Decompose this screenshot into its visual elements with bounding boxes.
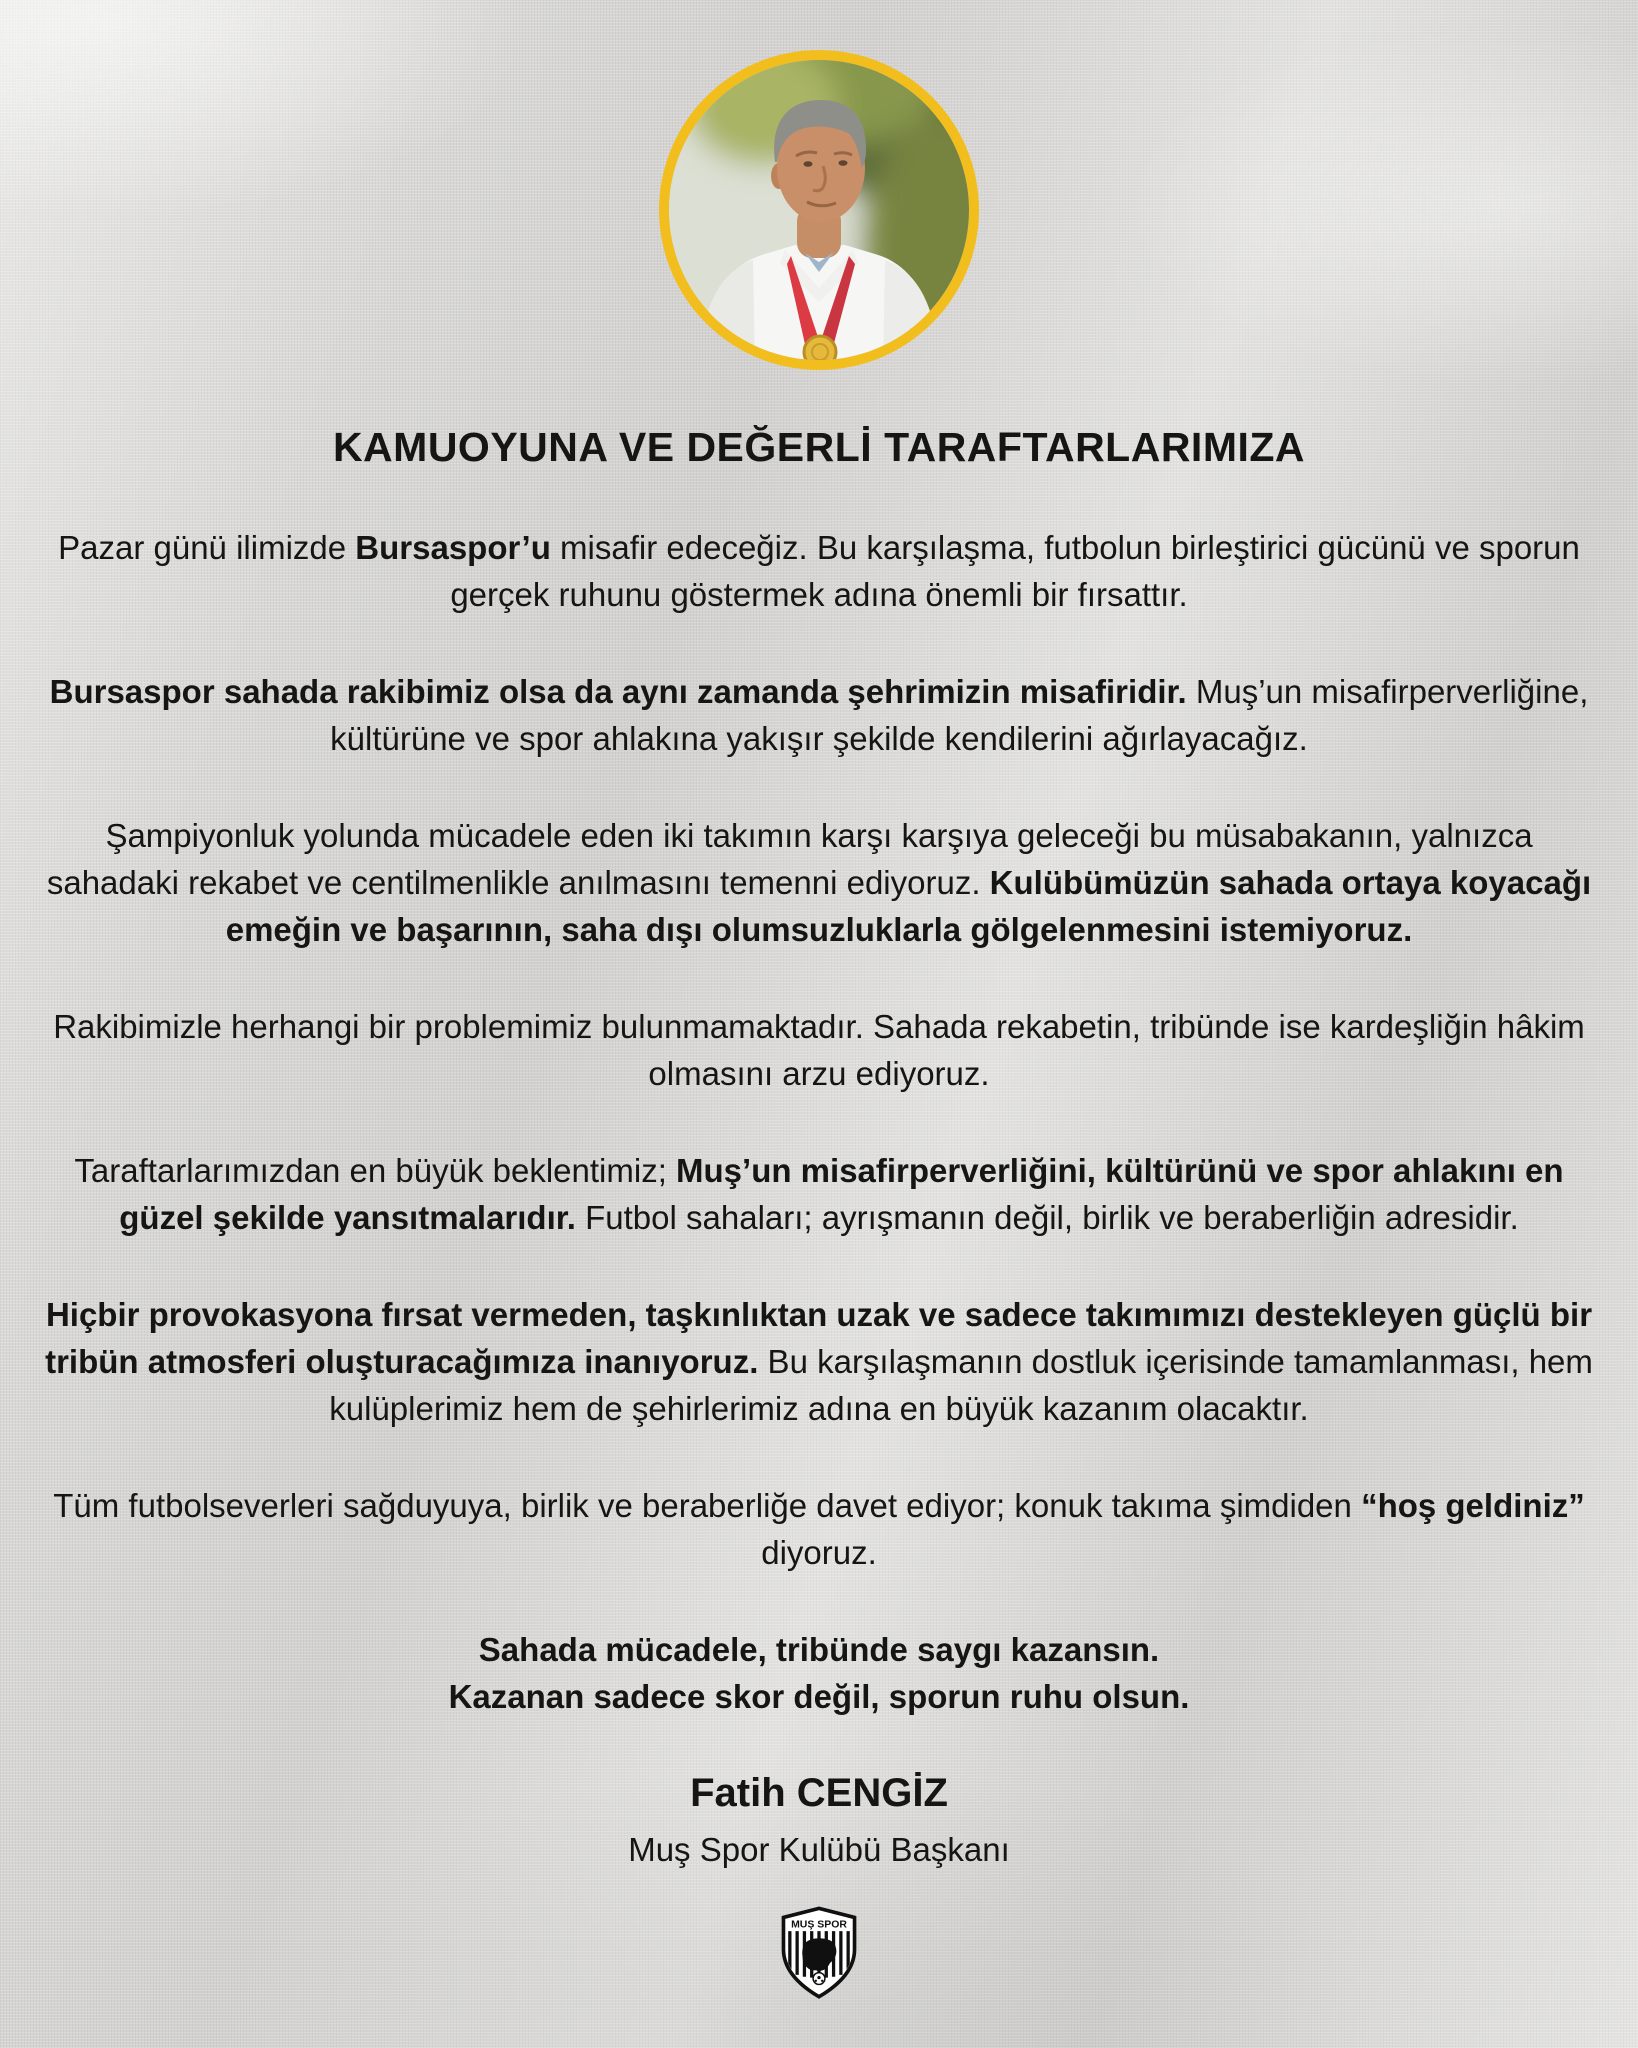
statement-paragraph-7: Tüm futbolseverleri sağduyuya, birlik ve beraberliğe davet ediyor; konuk takıma şimdiden “hoş geldiniz” diyoruz.: [53, 1487, 1585, 1571]
crest-club-name: MUŞ SPOR: [791, 1919, 847, 1931]
crest-football-dot: [821, 1980, 823, 1982]
signature-role: Muş Spor Kulübü Başkanı: [628, 1831, 1010, 1868]
club-crest: [778, 1906, 860, 2000]
portrait-eye-right: [839, 160, 848, 166]
portrait-eye-left: [804, 161, 813, 167]
crest-football-dot: [815, 1980, 817, 1982]
president-portrait-illustration: [659, 50, 979, 370]
statement-paragraph-2: Bursaspor sahada rakibimiz olsa da aynı zamanda şehrimizin misafiridir. Muş’un misafirperverliğine, kültürüne ve spor ahlakına yakışır şekilde kendilerini ağırlayacağız.: [49, 673, 1589, 757]
statement-paragraph-5: Taraftarlarımızdan en büyük beklentimiz; Muş’un misafirperverliğini, kültürünü ve spor ahlakını en güzel şekilde yansıtmalarıdır. Futbol sahaları; ayrışmanın değil, birlik ve beraberliğin adresidir.: [74, 1152, 1564, 1236]
statement-paragraph-8: Sahada mücadele, tribünde saygı kazansın. Kazanan sadece skor değil, sporun ruhu olsun.: [448, 1631, 1190, 1715]
statement-paragraph-4: Rakibimizle herhangi bir problemimiz bulunmamaktadır. Sahada rekabetin, tribünde ise kardeşliğin hâkim olmasını arzu ediyoruz.: [53, 1008, 1585, 1092]
club-crest-shield: [778, 1906, 860, 2000]
statement-body: [0, 524, 1638, 1720]
statement-paragraph-1: Pazar günü ilimizde Bursaspor’u misafir edeceğiz. Bu karşılaşma, futbolun birleştirici gücünü ve sporun gerçek ruhunu göstermek adına önemli bir fırsattır.: [58, 529, 1580, 613]
crest-football-dot: [817, 1976, 820, 1979]
president-photo: [659, 50, 979, 370]
statement-title: KAMUOYUNA VE DEĞERLİ TARAFTARLARIMIZA: [332, 424, 1306, 470]
signature-name: Fatih CENGİZ: [690, 1771, 948, 1815]
statement-paragraph-6: Hiçbir provokasyona fırsat vermeden, taşkınlıktan uzak ve sadece takımımızı destekleyen güçlü bir tribün atmosferi oluşturacağımıza inanıyoruz. Bu karşılaşmanın dostluk içerisinde tamamlanması, hem kulüplerimiz hem de şehirlerimiz adına en büyük kazanım olacaktır.: [45, 1296, 1593, 1427]
statement-paragraph-3: Şampiyonluk yolunda mücadele eden iki takımın karşı karşıya geleceği bu müsabakanın, yalnızca sahadaki rekabet ve centilmenlikle anılmasını temenni ediyoruz. Kulübümüzün sahada ortaya koyacağı emeğin ve başarının, saha dışı olumsuzluklarla gölgelenmesini istemiyoruz.: [46, 817, 1592, 948]
